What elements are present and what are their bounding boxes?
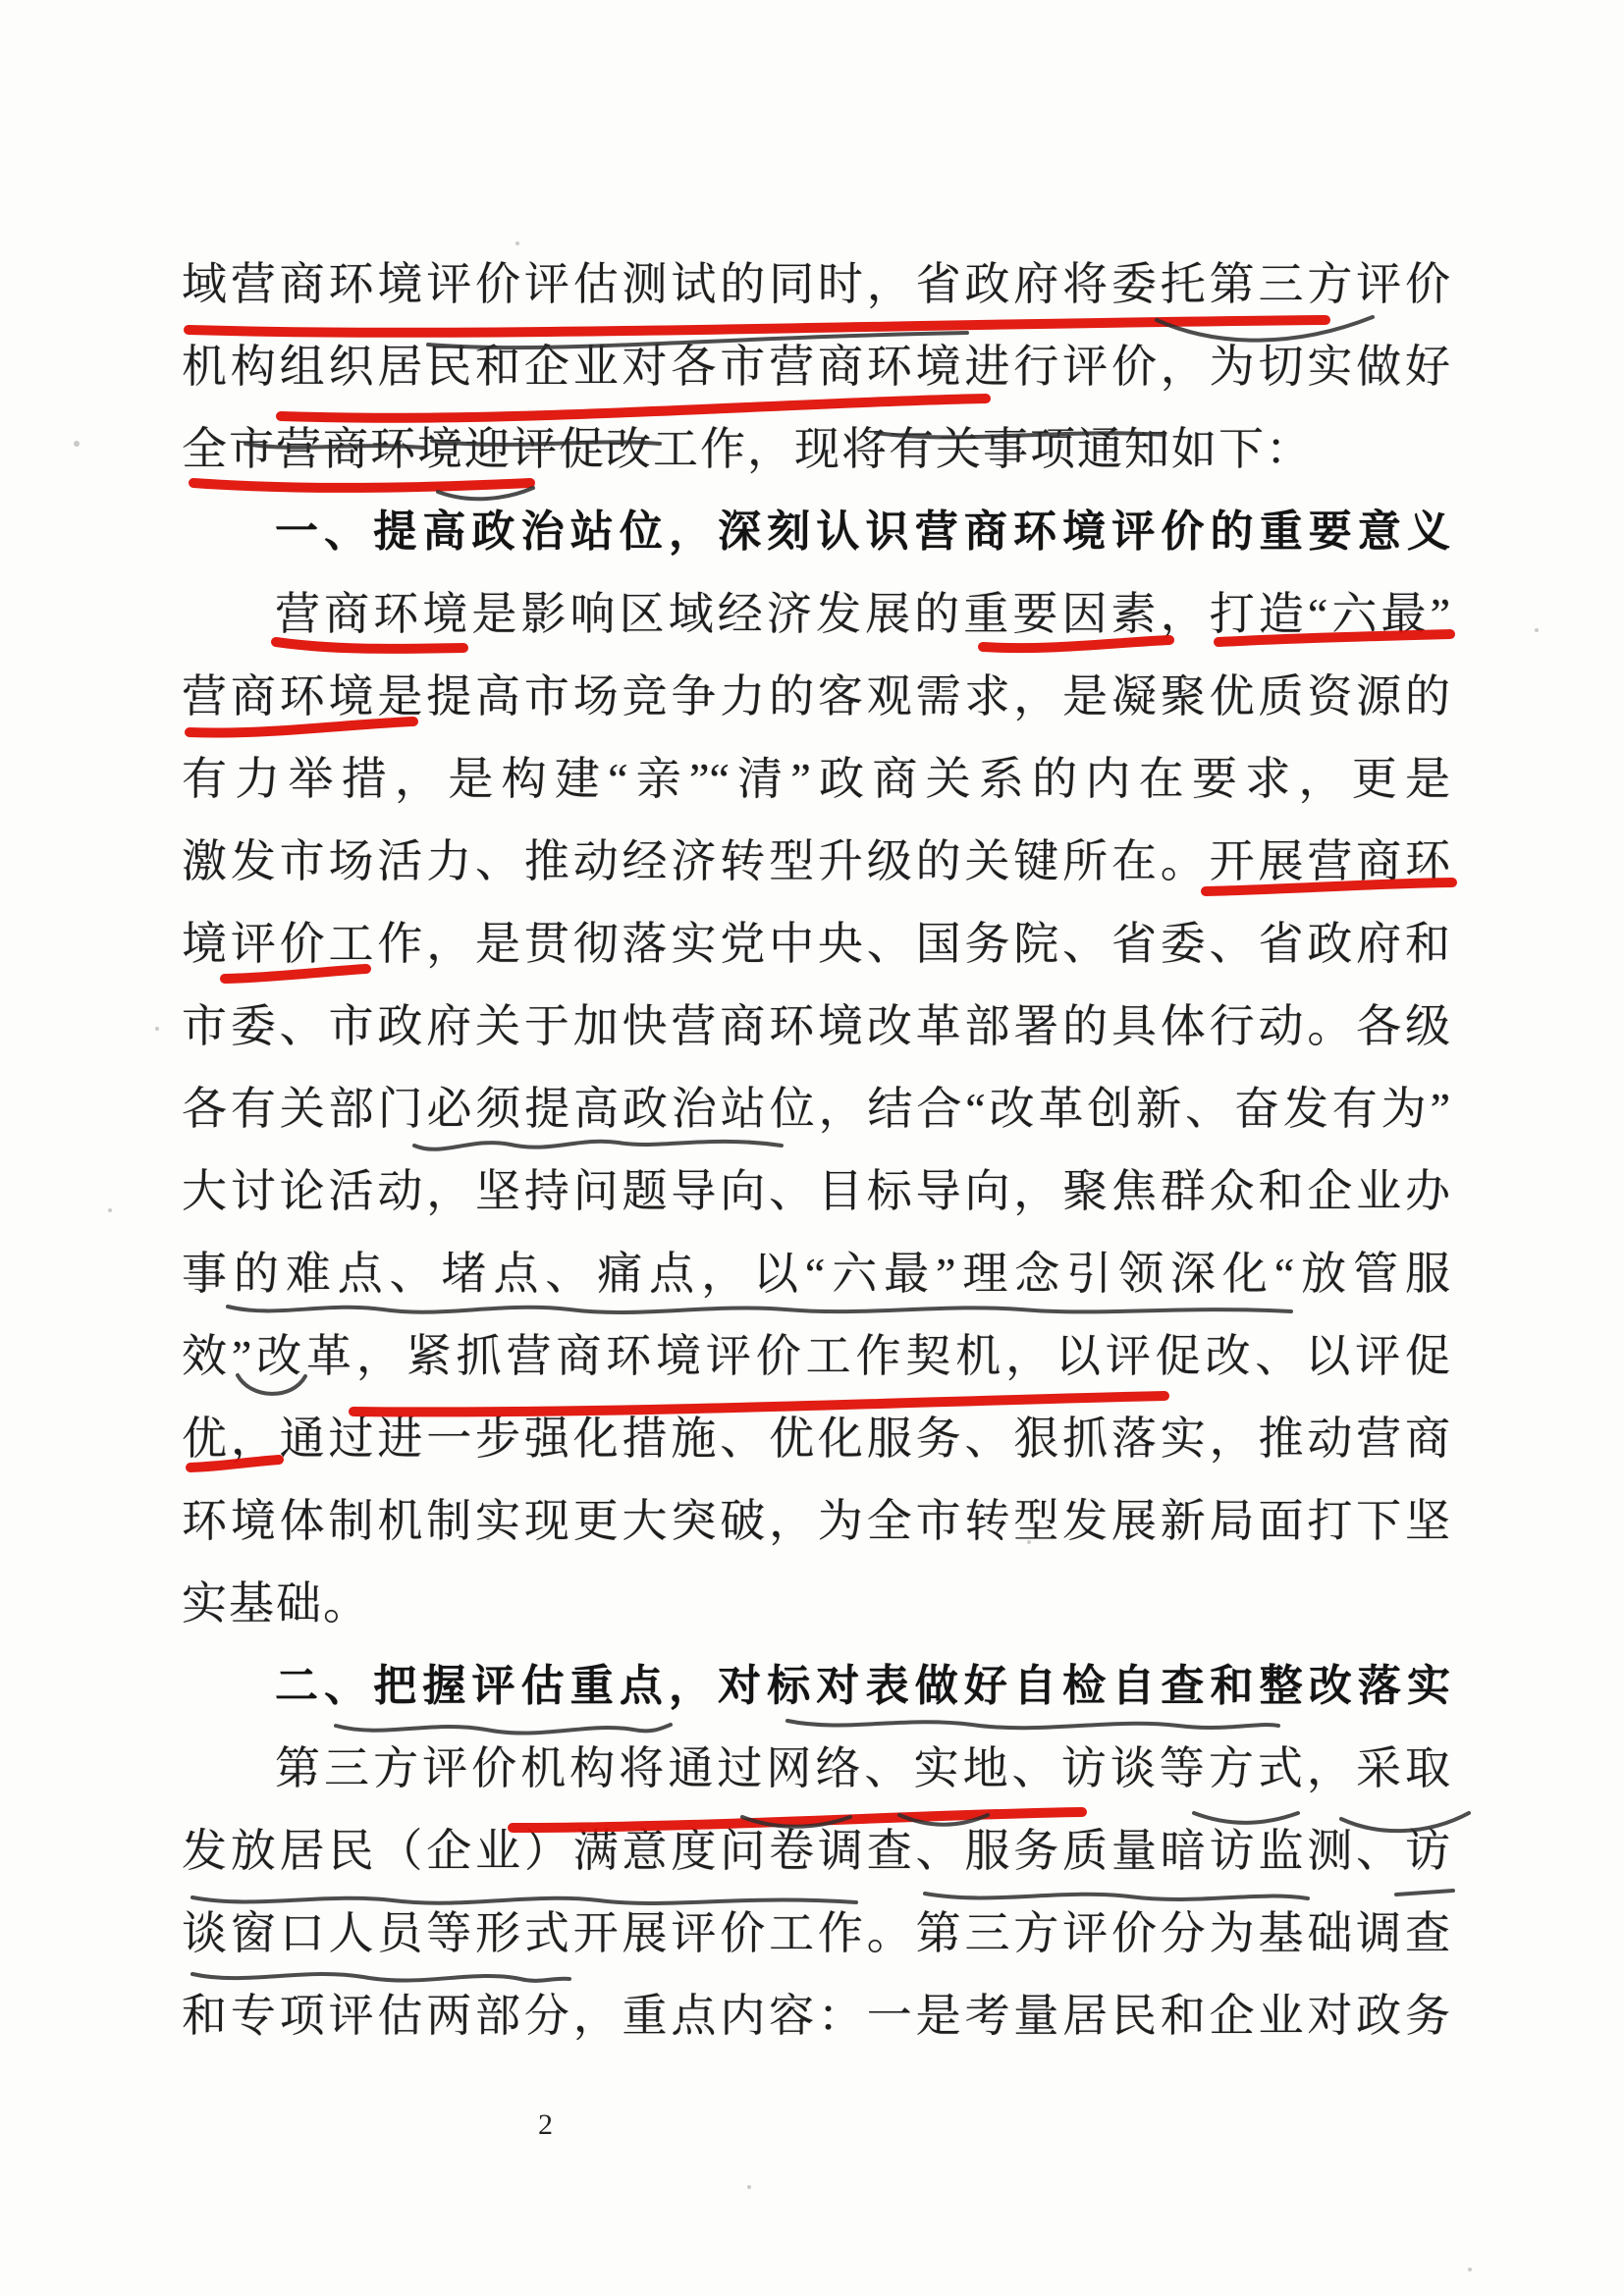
- pen-annotation: [192, 1897, 856, 1903]
- document-line: 境评价工作，是贯彻落实党中央、国务院、省委、省政府和: [182, 919, 1450, 969]
- pen-annotation: [1396, 1891, 1453, 1895]
- red-underline-annotation: [281, 399, 986, 418]
- pen-annotation: [192, 1974, 569, 1981]
- document-line: 谈窗口人员等形式开展评价工作。第三方评价分为基础调查: [182, 1908, 1450, 1958]
- document-line: 实基础。: [182, 1578, 370, 1629]
- page-number: 2: [538, 2109, 553, 2141]
- document-line: 事的难点、堵点、痛点，以“六最”理念引领深化“放管服: [182, 1249, 1450, 1299]
- red-underline-annotation: [353, 1396, 1164, 1412]
- scan-speck: [74, 441, 80, 447]
- section-heading: 一、提高政治站位，深刻认识营商环境评价的重要意义: [275, 507, 1450, 557]
- scan-speck: [1535, 628, 1539, 632]
- document-line: 激发市场活力、推动经济转型升级的关键所在。开展营商环: [182, 836, 1450, 886]
- red-underline-annotation: [193, 483, 530, 488]
- pen-annotation: [414, 1142, 782, 1149]
- document-line: 有力举措，是构建“亲”“清”政商关系的内在要求，更是: [182, 754, 1450, 804]
- scan-speck: [747, 2185, 751, 2189]
- pen-annotation: [228, 1307, 1291, 1312]
- scan-speck: [108, 1208, 112, 1212]
- document-line: 发放居民（企业）满意度问卷调查、服务质量暗访监测、访: [182, 1826, 1450, 1876]
- document-line: 营商环境是影响区域经济发展的重要因素，打造“六最”: [275, 589, 1450, 639]
- document-line: 全市营商环境迎评促改工作，现将有关事项通知如下：: [182, 424, 1313, 474]
- document-line: 和专项评估两部分，重点内容：一是考量居民和企业对政务: [182, 1991, 1450, 2041]
- scan-speck: [1468, 2268, 1472, 2271]
- pen-annotation: [438, 488, 533, 499]
- pen-annotation: [336, 1725, 671, 1734]
- pen-annotation: [925, 1894, 1308, 1899]
- scan-speck: [515, 241, 519, 245]
- document-line: 域营商环境评价评估测试的同时，省政府将委托第三方评价: [182, 259, 1450, 309]
- document-line: 环境体制机制实现更大突破，为全市转型发展新局面打下坚: [182, 1496, 1450, 1546]
- document-line: 营商环境是提高市场竞争力的客观需求，是凝聚优质资源的: [182, 671, 1450, 721]
- document-line: 效”改革，紧抓营商环境评价工作契机，以评促改、以评促: [182, 1331, 1450, 1381]
- document-line: 优，通过进一步强化措施、优化服务、狠抓落实，推动营商: [182, 1414, 1450, 1464]
- document-line: 市委、市政府关于加快营商环境改革部署的具体行动。各级: [182, 1001, 1450, 1051]
- pen-annotation: [899, 1815, 988, 1825]
- section-heading: 二、把握评估重点，对标对表做好自检自查和整改落实: [275, 1661, 1450, 1711]
- document-line: 第三方评价机构将通过网络、实地、访谈等方式，采取: [275, 1743, 1450, 1793]
- document-line: 机构组织居民和企业对各市营商环境进行评价，为切实做好: [182, 342, 1450, 392]
- pen-annotation: [787, 1721, 1278, 1728]
- document-line: 大讨论活动，坚持问题导向、目标导向，聚焦群众和企业办: [182, 1166, 1450, 1216]
- document-line: 各有关部门必须提高政治站位，结合“改革创新、奋发有为”: [182, 1084, 1450, 1134]
- red-underline-annotation: [189, 320, 1326, 333]
- scan-speck: [155, 1027, 159, 1031]
- pen-annotation: [1157, 317, 1373, 341]
- pen-annotation: [1194, 1813, 1298, 1823]
